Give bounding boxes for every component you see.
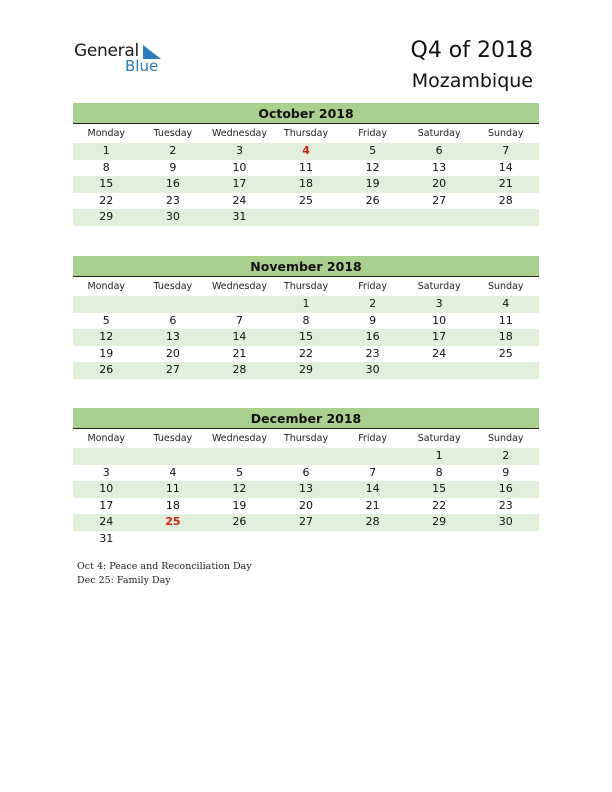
day-cell (140, 296, 207, 313)
weekday-label: Saturday (417, 128, 461, 139)
month-title: October 2018 (73, 103, 539, 124)
weekday-label: Tuesday (153, 433, 193, 444)
day-cell: 8 (102, 160, 110, 174)
day-cell: 6 (169, 313, 177, 327)
day-cell: 3 (435, 297, 443, 310)
day-cell: 28 (498, 193, 513, 207)
week-row (73, 313, 539, 330)
day-cell (206, 531, 273, 548)
day-cell: 30 (498, 515, 513, 529)
day-cell: 22 (432, 498, 447, 512)
week-row (73, 296, 539, 313)
day-cell (339, 209, 406, 226)
day-cell (73, 296, 140, 313)
day-cell: 2 (369, 297, 377, 310)
day-cell: 21 (232, 346, 247, 360)
day-cell (273, 531, 340, 548)
weekday-label: Friday (358, 433, 387, 444)
generalblue-logo (74, 41, 174, 77)
day-cell: 2 (169, 144, 177, 157)
day-cell: 24 (99, 515, 114, 529)
day-cell: 13 (432, 160, 447, 174)
day-cell: 26 (99, 363, 114, 377)
week-row (73, 498, 539, 515)
day-cell: 15 (299, 330, 314, 344)
day-cell: 12 (232, 482, 247, 496)
day-cell: 17 (232, 177, 247, 191)
weekday-label: Monday (87, 281, 126, 292)
week-row (73, 143, 539, 160)
weekday-label: Saturday (417, 433, 461, 444)
day-cell: 10 (232, 160, 247, 174)
week-row (73, 176, 539, 193)
weekday-label: Friday (358, 281, 387, 292)
weekday-label: Thursday (283, 433, 329, 444)
week-row (73, 465, 539, 482)
week-row (73, 514, 539, 531)
logo-general-text: General (74, 41, 139, 61)
day-cell: 6 (435, 144, 443, 157)
day-cell: 8 (302, 313, 310, 327)
day-cell: 9 (502, 465, 510, 479)
day-cell: 14 (498, 160, 513, 174)
weekday-label: Monday (87, 433, 126, 444)
day-cell: 13 (299, 482, 314, 496)
day-cell: 31 (99, 531, 114, 545)
day-cell: 6 (302, 465, 310, 479)
day-cell: 8 (435, 465, 443, 479)
holiday-day-cell: 25 (165, 515, 181, 529)
country-name: Mozambique (411, 70, 533, 92)
day-cell (472, 531, 539, 548)
day-cell: 14 (365, 482, 380, 496)
day-cell: 14 (232, 330, 247, 344)
day-cell: 10 (432, 313, 447, 327)
day-cell: 5 (235, 465, 243, 479)
day-cell: 28 (365, 515, 380, 529)
day-cell: 5 (102, 313, 110, 327)
weekday-label: Sunday (487, 128, 524, 139)
day-cell (339, 448, 406, 465)
day-cell: 16 (165, 177, 180, 191)
day-cell: 3 (102, 465, 110, 479)
day-cell: 9 (169, 160, 177, 174)
day-cell: 7 (235, 313, 243, 327)
day-cell: 15 (99, 177, 114, 191)
weekday-label: Thursday (283, 281, 329, 292)
holiday-note: Oct 4: Peace and Reconciliation Day (77, 561, 252, 572)
day-cell (206, 296, 273, 313)
page-title: Q4 of 2018 (410, 38, 533, 63)
day-cell: 20 (432, 177, 447, 191)
month-calendar (73, 256, 539, 379)
day-cell: 3 (235, 144, 243, 157)
day-cell: 19 (365, 177, 380, 191)
day-cell: 17 (99, 498, 114, 512)
weekday-label: Sunday (487, 281, 524, 292)
day-cell: 7 (369, 465, 377, 479)
day-cell: 27 (432, 193, 447, 207)
day-cell: 4 (502, 297, 510, 310)
day-cell (140, 531, 207, 548)
day-cell: 10 (99, 482, 114, 496)
day-cell: 5 (369, 144, 377, 157)
day-cell: 11 (299, 160, 314, 174)
day-cell: 20 (165, 346, 180, 360)
day-cell: 30 (365, 363, 380, 377)
day-cell: 26 (365, 193, 380, 207)
month-title: December 2018 (73, 408, 539, 429)
week-row (73, 531, 539, 548)
month-calendar (73, 103, 539, 226)
day-cell: 22 (299, 346, 314, 360)
weekday-label: Wednesday (211, 281, 267, 292)
day-cell: 2 (502, 449, 510, 462)
logo-blue-text: Blue (125, 57, 159, 75)
day-cell (140, 448, 207, 465)
day-cell (472, 209, 539, 226)
day-cell (406, 362, 473, 379)
day-cell (273, 209, 340, 226)
day-cell (472, 362, 539, 379)
week-row (73, 448, 539, 465)
day-cell: 31 (232, 210, 247, 224)
week-row (73, 209, 539, 226)
weekday-label: Saturday (417, 281, 461, 292)
day-cell: 15 (432, 482, 447, 496)
weekday-label: Wednesday (211, 433, 267, 444)
weekday-header-row (73, 277, 539, 296)
month-calendar (73, 408, 539, 548)
day-cell: 1 (435, 449, 443, 462)
day-cell: 4 (169, 465, 177, 479)
day-cell (273, 448, 340, 465)
day-cell: 28 (232, 363, 247, 377)
weekday-label: Tuesday (153, 281, 193, 292)
day-cell (406, 209, 473, 226)
day-cell: 24 (232, 193, 247, 207)
day-cell: 23 (365, 346, 380, 360)
holiday-day-cell: 4 (302, 144, 310, 157)
week-row (73, 329, 539, 346)
day-cell: 18 (299, 177, 314, 191)
weekday-label: Wednesday (211, 128, 267, 139)
day-cell: 29 (299, 363, 314, 377)
day-cell (406, 531, 473, 548)
day-cell: 21 (498, 177, 513, 191)
weekday-label: Monday (87, 128, 126, 139)
day-cell: 20 (299, 498, 314, 512)
day-cell: 22 (99, 193, 114, 207)
day-cell: 30 (165, 210, 180, 224)
week-row (73, 362, 539, 379)
day-cell: 7 (502, 144, 510, 157)
day-cell: 18 (165, 498, 180, 512)
week-row (73, 160, 539, 177)
week-row (73, 193, 539, 210)
day-cell (206, 448, 273, 465)
day-cell: 16 (365, 330, 380, 344)
weekday-label: Sunday (487, 433, 524, 444)
weekday-label: Thursday (283, 128, 329, 139)
day-cell: 13 (165, 330, 180, 344)
day-cell: 25 (299, 193, 314, 207)
weekday-header-row (73, 124, 539, 143)
weekday-label: Friday (358, 128, 387, 139)
day-cell: 27 (165, 363, 180, 377)
day-cell: 24 (432, 346, 447, 360)
holiday-note: Dec 25: Family Day (77, 574, 171, 586)
day-cell: 18 (498, 330, 513, 344)
holiday-notes (77, 560, 252, 587)
day-cell: 21 (365, 498, 380, 512)
day-cell: 17 (432, 330, 447, 344)
day-cell: 19 (99, 346, 114, 360)
month-title: November 2018 (73, 256, 539, 277)
day-cell: 12 (99, 330, 114, 344)
day-cell: 12 (365, 160, 380, 174)
day-cell: 27 (299, 515, 314, 529)
day-cell: 1 (102, 144, 110, 157)
day-cell: 25 (498, 346, 513, 360)
day-cell: 29 (432, 515, 447, 529)
day-cell: 29 (99, 210, 114, 224)
week-row (73, 481, 539, 498)
day-cell: 23 (165, 193, 180, 207)
week-row (73, 346, 539, 363)
day-cell: 9 (369, 313, 377, 327)
day-cell: 11 (498, 313, 513, 327)
weekday-label: Tuesday (153, 128, 193, 139)
day-cell: 11 (165, 482, 180, 496)
day-cell: 26 (232, 515, 247, 529)
day-cell: 16 (498, 482, 513, 496)
day-cell: 23 (498, 498, 513, 512)
day-cell: 19 (232, 498, 247, 512)
weekday-header-row (73, 429, 539, 448)
day-cell (73, 448, 140, 465)
day-cell: 1 (302, 297, 310, 310)
day-cell (339, 531, 406, 548)
